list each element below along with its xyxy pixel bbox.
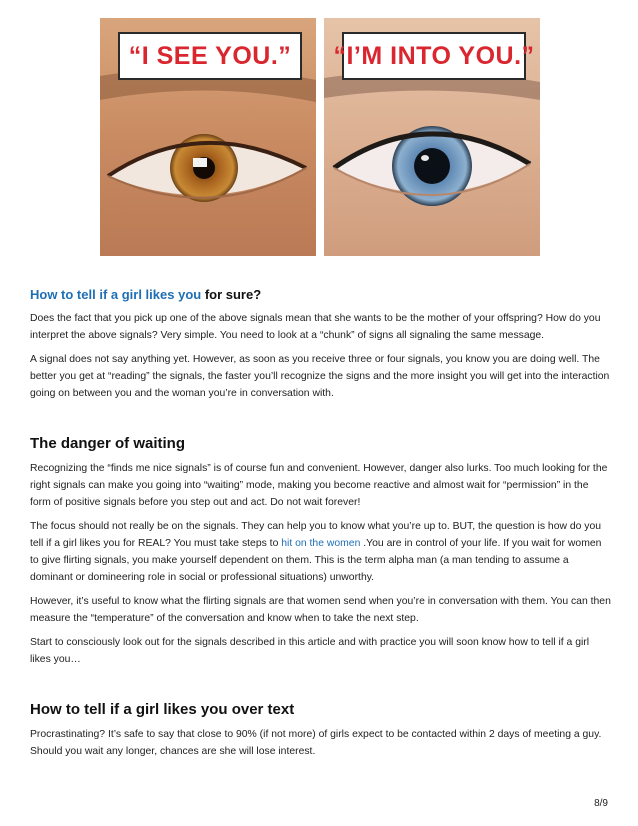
how-to-tell-link[interactable]: How to tell if a girl likes you [30,287,202,302]
left-caption: “I SEE YOU.” [128,41,292,70]
paragraph: A signal does not say anything yet. However, as soon as you receive three or four signals, you know you are doing well. The better you get at “reading” the signals, the faster you’ll recognize the signs and the more insight you will get into the interaction going on between you and the woman you’re in conversation with. [30,354,610,399]
paragraph-text: The focus should not really be on the signals. They can help you to know what you’re up to. BUT, the question is how do you tell if a girl likes you for REAL? You must take steps to [30,521,602,549]
blue-eye-photo [324,18,540,256]
left-caption-box [118,32,302,80]
paragraph: Procrastinating? It’s safe to say that close to 90% (if not more) of girls expect to be contacted within 2 days of meeting a guy. Should you wait any longer, chances are she will lose interest. [30,729,602,757]
paragraph: However, it’s useful to know what the flirting signals are that women send when you’re in conversation with them. You can then measure the “temperature” of the conversation and know when to take the next step. [30,596,611,624]
brown-eye-photo [100,18,316,256]
section-heading-over-text: How to tell if a girl likes you over text [30,701,295,718]
hit-on-the-women-link[interactable]: hit on the women [281,538,361,549]
page-number: 8/9 [594,798,608,809]
section-heading-for-sure [30,287,612,303]
section-heading-danger-of-waiting: The danger of waiting [30,435,186,452]
paragraph: Does the fact that you pick up one of the above signals mean that she wants to be the mother of your offspring? How do you interpret the above signals? Very simple. You need to look at a “chunk” of signs all signaling the same message. [30,313,601,341]
article-body [30,287,612,760]
paragraph-text: .You are in control of your life. If you wait for women to give flirting signals, you make yourself dependent on them. This is the term alpha man (a man tending to assume a dominant or domineering role in social or professional situations) unworthy. [30,538,602,583]
paragraph: Start to consciously look out for the signals described in this article and with practice you will soon know how to tell if a girl likes you… [30,637,590,665]
paragraph: Recognizing the “finds me nice signals” is of course fun and convenient. However, danger also lurks. Too much looking for the right signals can make you going into “waiting” mode, making you become reactive and almost wait for “permission” in the form of positive signals before you step out and act. Do not wait forever! [30,463,608,508]
right-caption: “I’M INTO YOU.” [333,41,535,70]
heading-suffix: for sure? [201,287,262,302]
eyes-hero-image [100,18,540,256]
right-caption-box [333,32,535,80]
paragraph [30,518,612,586]
